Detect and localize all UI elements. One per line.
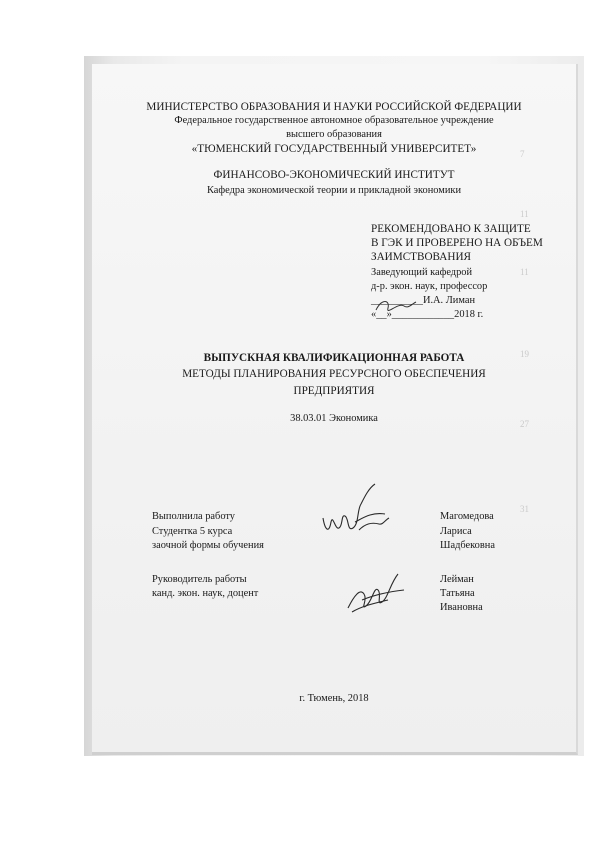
bleed-through-mark: 11	[520, 209, 529, 219]
author-role-line3: заочной формы обучения	[152, 540, 264, 551]
approval-date-line: «__»____________2018 г.	[371, 309, 484, 320]
bleed-through-mark: 27	[520, 419, 529, 429]
author-signature	[315, 478, 393, 544]
approval-signature-line: __________И.А. Лиман	[371, 295, 476, 306]
author-surname: Магомедова	[440, 511, 494, 522]
approval-degree: д-р. экон. наук, профессор	[371, 281, 488, 292]
author-role-line1: Выполнила работу	[152, 511, 235, 522]
institution-type-line2: высшего образования	[286, 129, 382, 140]
title-page	[92, 64, 578, 755]
topic-line1: МЕТОДЫ ПЛАНИРОВАНИЯ РЕСУРСНОГО ОБЕСПЕЧЕНИЯ	[182, 368, 486, 380]
supervisor-first-name: Татьяна	[440, 588, 475, 599]
approval-line2: В ГЭК И ПРОВЕРЕНО НА ОБЪЕМ	[371, 237, 543, 249]
supervisor-role-line1: Руководитель работы	[152, 574, 247, 585]
approval-signature-mark	[372, 296, 420, 318]
university-name: «ТЮМЕНСКИЙ ГОСУДАРСТВЕННЫЙ УНИВЕРСИТЕТ»	[191, 143, 477, 155]
bleed-through-mark: 11	[520, 267, 529, 277]
supervisor-patronymic: Ивановна	[440, 602, 483, 613]
author-role-line2: Студентка 5 курса	[152, 526, 233, 537]
institution-type-line1: Федеральное государственное автономное образовательное учреждение	[174, 115, 494, 126]
topic-line2: ПРЕДПРИЯТИЯ	[293, 385, 375, 397]
author-first-name: Лариса	[440, 526, 472, 537]
approval-line3: ЗАИМСТВОВАНИЯ	[371, 251, 472, 263]
institute-name: ФИНАНСОВО-ЭКОНОМИЧЕСКИЙ ИНСТИТУТ	[213, 169, 455, 181]
specialty-code: 38.03.01 Экономика	[290, 413, 378, 424]
city-year: г. Тюмень, 2018	[299, 693, 369, 704]
author-patronymic: Шадбековна	[440, 540, 495, 551]
bleed-through-mark: 19	[520, 349, 529, 359]
approval-position: Заведующий кафедрой	[371, 267, 473, 278]
work-type-title: ВЫПУСКНАЯ КВАЛИФИКАЦИОННАЯ РАБОТА	[203, 352, 465, 364]
approval-line1: РЕКОМЕНДОВАНО К ЗАЩИТЕ	[371, 223, 531, 235]
bleed-through-mark: 7	[520, 149, 525, 159]
department-name: Кафедра экономической теории и прикладной экономики	[206, 185, 461, 196]
supervisor-role-line2: канд. экон. наук, доцент	[152, 588, 259, 599]
ministry-name: МИНИСТЕРСТВО ОБРАЗОВАНИЯ И НАУКИ РОССИЙСКОЙ ФЕДЕРАЦИИ	[146, 101, 522, 113]
supervisor-surname: Лейман	[440, 574, 474, 585]
bleed-through-mark: 31	[520, 504, 529, 514]
supervisor-signature	[342, 566, 412, 618]
